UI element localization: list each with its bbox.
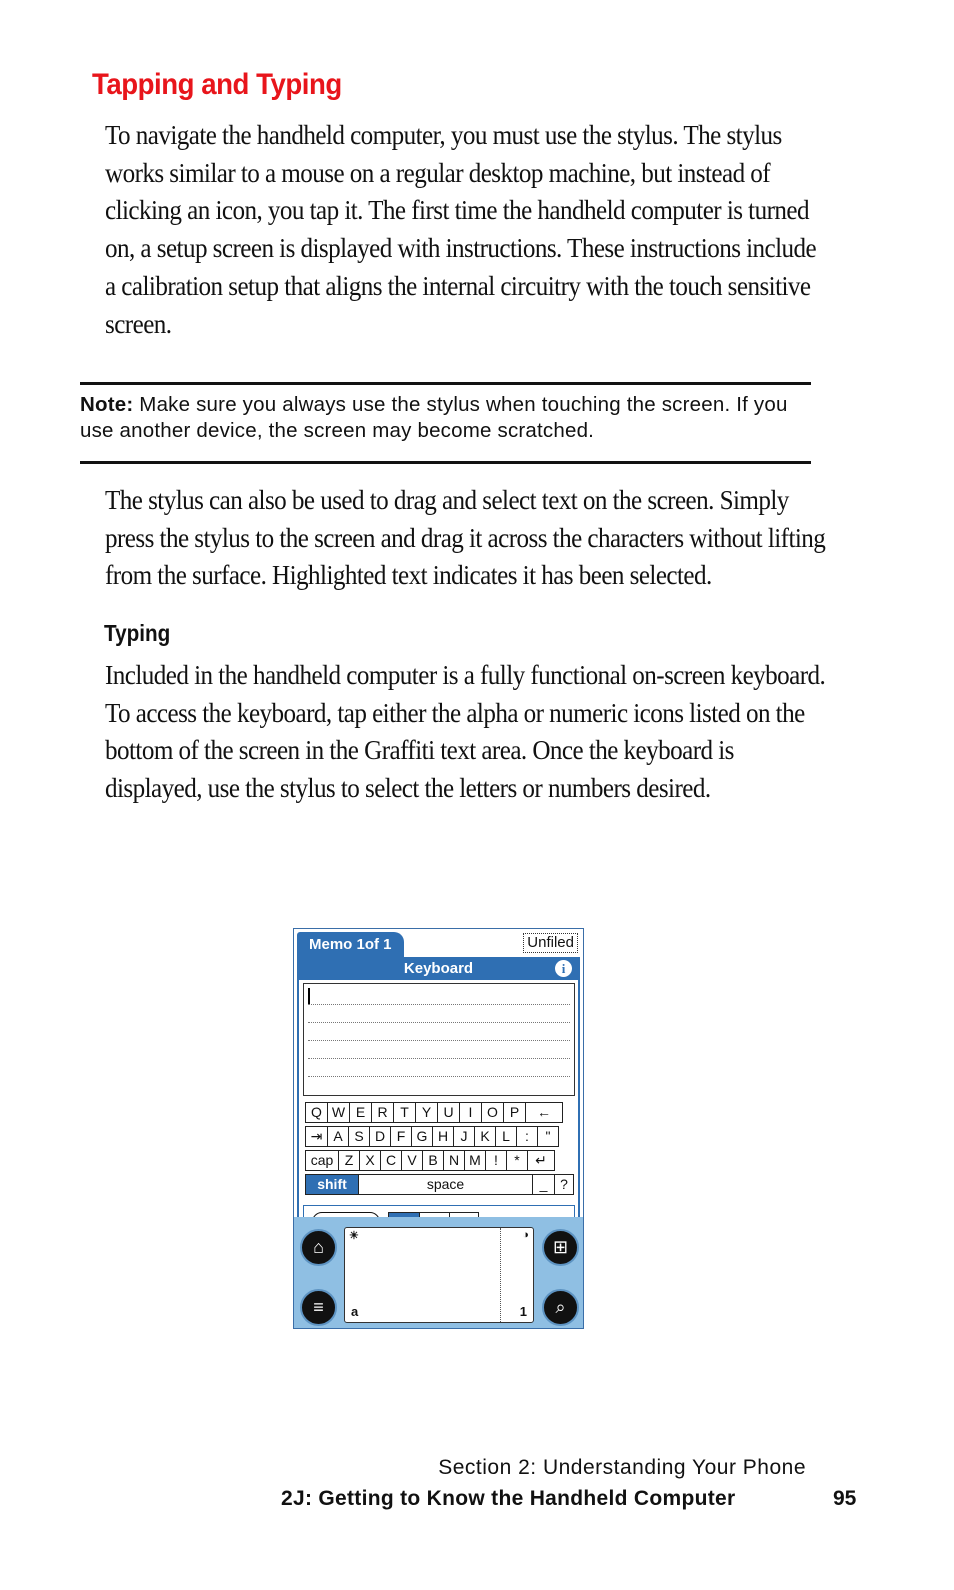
key-exclaim[interactable]: ! xyxy=(485,1150,507,1171)
key-g[interactable]: G xyxy=(411,1126,433,1147)
keyboard-title: Keyboard xyxy=(403,960,474,977)
key-quote[interactable]: " xyxy=(537,1126,559,1147)
keyboard-title-bar xyxy=(299,957,578,980)
handheld-screen-figure xyxy=(293,928,584,1329)
stylus-paragraph: The stylus can also be used to drag and select text on the screen. Simply press the stylus to the screen and drag it across the characters without lifting from the surface. Highlighted text indicates it has been selected. xyxy=(105,485,826,591)
key-a[interactable]: A xyxy=(327,1126,349,1147)
key-p[interactable]: P xyxy=(503,1102,526,1123)
backspace-key[interactable]: ← xyxy=(525,1102,563,1123)
footer-section: Section 2: Understanding Your Phone xyxy=(438,1456,806,1479)
text-line xyxy=(308,1040,570,1041)
page-number: 95 xyxy=(833,1487,857,1510)
text-line xyxy=(308,1058,570,1059)
space-key[interactable]: space xyxy=(358,1174,533,1195)
key-s[interactable]: S xyxy=(348,1126,370,1147)
graffiti-area xyxy=(294,1217,583,1328)
note-box xyxy=(80,392,820,444)
return-key[interactable]: ↵ xyxy=(527,1150,555,1171)
info-icon[interactable]: i xyxy=(555,960,572,977)
footer-chapter: 2J: Getting to Know the Handheld Computer xyxy=(281,1487,736,1510)
keyboard-window xyxy=(297,957,580,1247)
key-w[interactable]: W xyxy=(327,1102,350,1123)
key-colon[interactable]: : xyxy=(516,1126,538,1147)
graffiti-divider xyxy=(500,1228,501,1322)
note-bottom-rule xyxy=(80,461,811,464)
graffiti-writing-box[interactable] xyxy=(344,1227,534,1323)
key-j[interactable]: J xyxy=(453,1126,475,1147)
key-row-3 xyxy=(305,1150,554,1171)
text-line xyxy=(308,1022,570,1023)
key-row-1 xyxy=(305,1102,562,1123)
keyboard-text-area[interactable] xyxy=(303,983,575,1096)
key-asterisk[interactable]: * xyxy=(506,1150,528,1171)
key-u[interactable]: U xyxy=(437,1102,460,1123)
caps-key[interactable]: cap xyxy=(305,1150,339,1171)
key-e[interactable]: E xyxy=(349,1102,372,1123)
intro-paragraph: To navigate the handheld computer, you must use the stylus. The stylus works similar to a mouse on a regular desktop machine, but instead of clicking an icon, you tap it. The first time the handheld computer is turned on, a setup screen is displayed with instructions. These instructions include a calibration setup that aligns the internal circuitry with the touch sensitive screen. xyxy=(105,120,817,339)
memo-tab-title: Memo 1of 1 xyxy=(297,932,404,958)
text-cursor xyxy=(308,988,310,1004)
typing-paragraph: Included in the handheld computer is a fully functional on-screen keyboard. To access the keyboard, tap either the alpha or numeric icons listed on the bottom of the screen in the Graffiti text area. Once the keyboard is displayed, use the stylus to select the letters or numbers desired. xyxy=(105,660,826,804)
key-d[interactable]: D xyxy=(369,1126,391,1147)
key-x[interactable]: X xyxy=(359,1150,381,1171)
key-r[interactable]: R xyxy=(371,1102,394,1123)
key-v[interactable]: V xyxy=(401,1150,423,1171)
key-k[interactable]: K xyxy=(474,1126,496,1147)
home-icon[interactable]: ⌂ xyxy=(300,1229,337,1266)
alpha-keyboard-label[interactable]: a xyxy=(351,1304,359,1319)
key-row-2 xyxy=(305,1126,558,1147)
key-n[interactable]: N xyxy=(443,1150,465,1171)
key-y[interactable]: Y xyxy=(415,1102,438,1123)
key-h[interactable]: H xyxy=(432,1126,454,1147)
note-top-rule xyxy=(80,382,811,385)
key-m[interactable]: M xyxy=(464,1150,486,1171)
shift-key[interactable]: shift xyxy=(305,1174,359,1195)
key-c[interactable]: C xyxy=(380,1150,402,1171)
section-heading: Tapping and Typing xyxy=(92,68,342,101)
applications-icon[interactable]: ⊞ xyxy=(542,1229,579,1266)
numeric-keyboard-label[interactable]: 1 xyxy=(519,1304,527,1319)
contrast-icon[interactable]: ◑ xyxy=(522,1229,529,1241)
text-line xyxy=(308,1004,570,1005)
find-icon[interactable]: ⌕ xyxy=(542,1289,579,1326)
key-question[interactable]: ? xyxy=(554,1174,574,1195)
key-q[interactable]: Q xyxy=(305,1102,328,1123)
brightness-icon[interactable]: ☀ xyxy=(349,1230,359,1242)
key-b[interactable]: B xyxy=(422,1150,444,1171)
menu-icon[interactable]: ≡ xyxy=(300,1289,337,1326)
key-o[interactable]: O xyxy=(481,1102,504,1123)
note-text: Make sure you always use the stylus when touching the screen. If you use another device, the screen may become scratched. xyxy=(80,393,788,442)
key-row-4 xyxy=(305,1174,573,1195)
key-t[interactable]: T xyxy=(393,1102,416,1123)
key-z[interactable]: Z xyxy=(338,1150,360,1171)
key-underscore[interactable]: _ xyxy=(532,1174,555,1195)
note-label: Note: xyxy=(80,393,134,416)
tab-key[interactable]: ⇥ xyxy=(305,1126,328,1147)
key-l[interactable]: L xyxy=(495,1126,517,1147)
category-selector[interactable]: Unfiled xyxy=(523,933,578,953)
typing-subheading: Typing xyxy=(104,620,171,646)
key-i[interactable]: I xyxy=(459,1102,482,1123)
key-f[interactable]: F xyxy=(390,1126,412,1147)
text-line xyxy=(308,1076,570,1077)
